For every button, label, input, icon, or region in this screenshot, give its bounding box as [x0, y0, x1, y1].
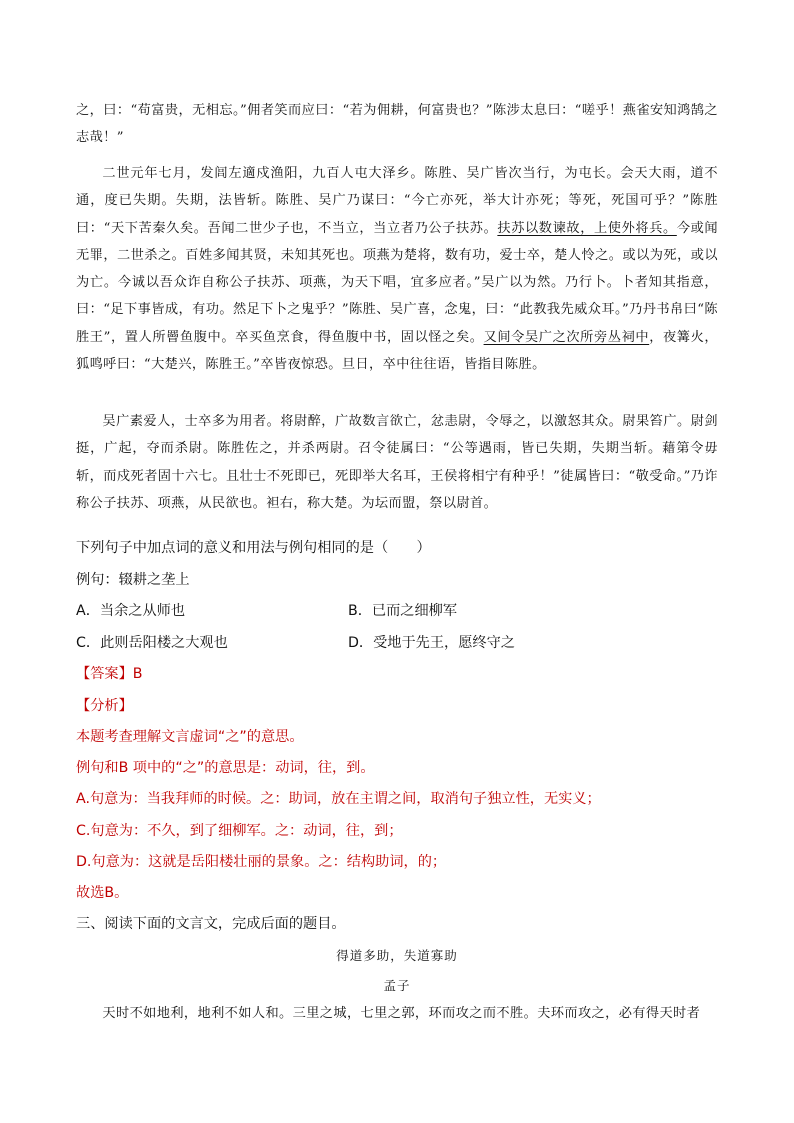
analysis-conclusion: 故选B。 [76, 885, 129, 901]
option-b: B．已而之细柳军 [348, 603, 458, 619]
question-example: 例句：辍耕之垄上 [76, 572, 190, 588]
analysis-line-4: C.句意为：不久，到了细柳军。之：动词，往，到； [76, 823, 403, 839]
question-stem: 下列句子中加点词的意义和用法与例句相同的是（ ） [76, 540, 431, 556]
classical-text-author: 孟子 [383, 978, 411, 993]
passage-paragraph-1: 之，曰：“苟富贵，无相忘。”佣者笑而应曰：“若为佣耕，何富贵也？”陈涉太息曰：“嗟乎！燕雀安知鸿鹄之志哉！” [76, 103, 718, 146]
option-a: A．当余之从师也 [76, 603, 186, 619]
classical-text-body: 天时不如地利，地利不如人和。三里之城，七里之郭，环而攻之而不胜。夫环而攻之，必有得天时者 [102, 1006, 701, 1021]
option-c: C．此则岳阳楼之大观也 [76, 635, 228, 651]
passage-text: 二世元年七月，发闾左適戍渔阳，九百人屯大泽乡。陈胜、吴广皆次当行，为屯长。会天大雨，道不通，度已失期。失期，法皆斩。陈胜、吴广乃谋曰：“今亡亦死，举大计亦死；等死，死国可乎？”陈胜曰：“天下苦秦久矣。吾闻二世少子也，不当立，当立者乃公子扶苏。 [76, 166, 718, 236]
passage-paragraph-2 [76, 160, 718, 378]
passage-text: ，夜篝火，狐鸣呼曰：“大楚兴，陈胜王。”卒皆夜惊恐。旦日，卒中往往语，皆指目陈胜。 [76, 329, 718, 373]
classical-text-title: 得道多助，失道寡助 [336, 948, 458, 963]
analysis-line-1: 本题考查理解文言虚词“之”的意思。 [76, 729, 304, 745]
answer-line [76, 664, 143, 684]
answer-value: B [132, 666, 143, 682]
analysis-line-3: A.句意为：当我拜师的时候。之：助词，放在主谓之间，取消句子独立性，无实义； [76, 791, 601, 807]
answer-label: 【答案】 [76, 666, 133, 682]
section-3-heading: 三、阅读下面的文言文，完成后面的题目。 [76, 916, 346, 932]
option-d: D．受地于先王，愿终守之 [348, 635, 515, 651]
passage-text: 今或闻无罪，二世杀之。百姓多闻其贤，未知其死也。项燕为楚将，数有功，爱士卒，楚人怜之。或以为死，或以为亡。今诚以吾众诈自称公子扶苏、项燕，为天下唱，宜多应者。”吴广以为然。乃行卜。卜者知其指意，曰：“足下事皆成，有功。然足下卜之鬼乎？”陈胜、吴广喜，念鬼，曰：“此教我先威众耳。”乃丹书帛曰“陈胜王”，置人所罾鱼腹中。卒买鱼烹食，得鱼腹中书，固以怪之矣。 [76, 220, 719, 345]
underlined-sentence-2: 又间令吴广之次所旁丛祠中 [483, 329, 650, 345]
analysis-line-5: D.句意为：这就是岳阳楼壮丽的景象。之：结构助词，的； [76, 854, 447, 870]
passage-paragraph-3: 吴广素爱人，士卒多为用者。将尉醉，广故数言欲亡，忿恚尉，令辱之，以激怒其众。尉果笞广。尉剑挺，广起，夺而杀尉。陈胜佐之，并杀两尉。召令徒属曰：“公等遇雨，皆已失期，失期当斩。藉第令毋斩，而戍死者固十六七。且壮士不死即已，死即举大名耳，王侯将相宁有种乎！”徒属皆曰：“敬受命。”乃诈称公子扶苏、项燕，从民欲也。袒右，称大楚。为坛而盟，祭以尉首。 [76, 414, 718, 511]
analysis-line-2: 例句和B 项中的“之”的意思是：动词，往，到。 [76, 760, 375, 776]
analysis-label: 【分析】 [76, 698, 133, 714]
underlined-sentence-1: 扶苏以数谏故，上使外将兵。 [497, 220, 677, 236]
